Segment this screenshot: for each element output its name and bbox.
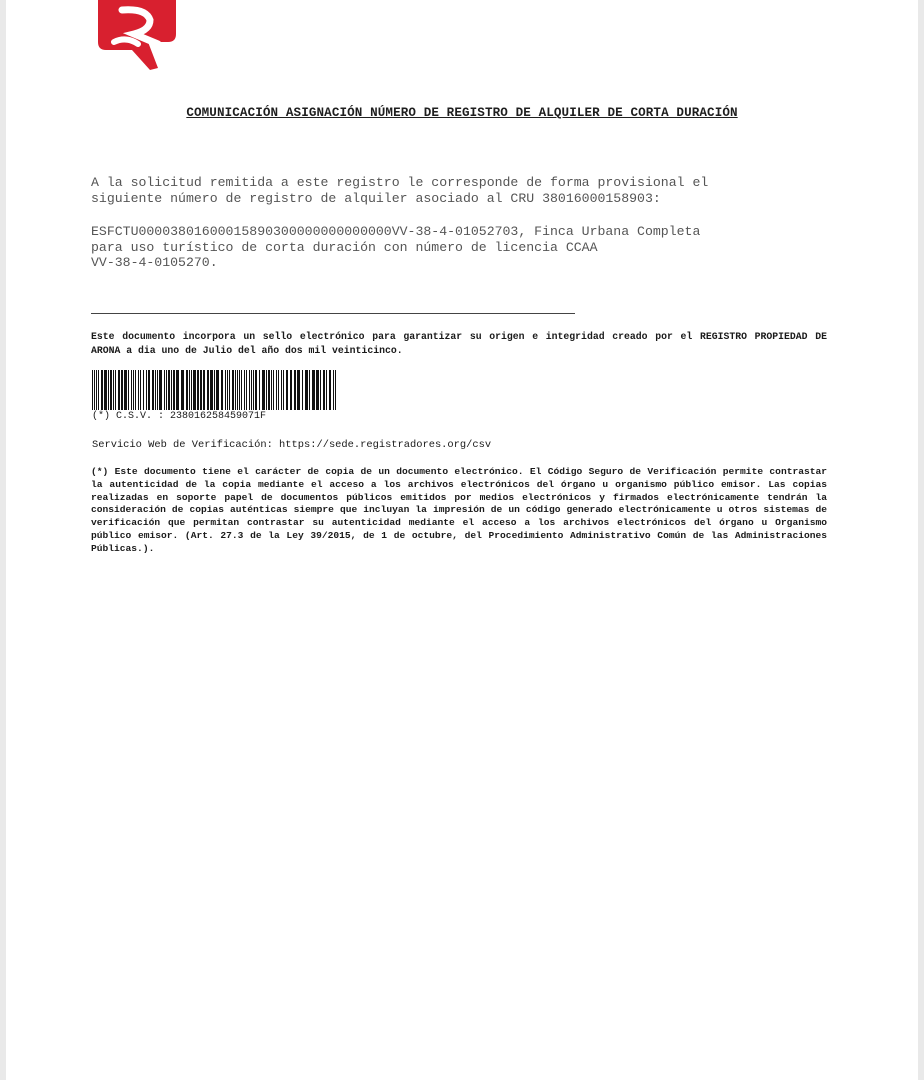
registration-number-paragraph: ESFCTU00003801600015890300000000000000VV-38-4-01052703, Finca Urbana Completa para uso turístico de corta duración con número de licencia CCAA VV-38-4-0105270. <box>91 224 701 270</box>
document-page <box>6 0 918 1080</box>
registradores-logo-icon <box>92 0 180 70</box>
verification-url-text: Servicio Web de Verificación: https://sede.registradores.org/csv <box>92 439 492 451</box>
page-title: COMUNICACIÓN ASIGNACIÓN NÚMERO DE REGISTRO DE ALQUILER DE CORTA DURACIÓN <box>186 106 738 120</box>
intro-paragraph: A la solicitud remitida a este registro le corresponde de forma provisional el siguiente número de registro de alquiler asociado al CRU 38016000158903: <box>91 175 709 206</box>
barcode-icon <box>92 370 336 410</box>
legal-note: (*) Este documento tiene el carácter de copia de un documento electrónico. El Código Seguro de Verificación permite contrastar la autenticidad de la copia mediante el acceso a los archivos electrónicos del órgano u organismo público emisor. Las copias realizadas en soporte papel de documentos públicos emitidos por medios electrónicos y firmados electrónicamente tendrán la consideración de copias auténticas siempre que incluyan la impresión de un código generado electrónicamente u otros sistemas de verificación que permitan contrastar su autenticidad mediante el acceso a los archivos electrónicos del órgano u Organismo público emisor. (Art. 27.3 de la Ley 39/2015, de 1 de octubre, del Procedimiento Administrativo Común de las Administraciones Públicas.). <box>91 466 827 554</box>
electronic-seal-text: Este documento incorpora un sello electrónico para garantizar su origen e integridad creado por el REGISTRO PROPIEDAD DE ARONA a dia uno de Julio del año dos mil veinticinco. <box>91 331 827 356</box>
csv-code: (*) C.S.V. : 238016258459071F <box>92 411 267 422</box>
separator-line <box>91 313 575 314</box>
